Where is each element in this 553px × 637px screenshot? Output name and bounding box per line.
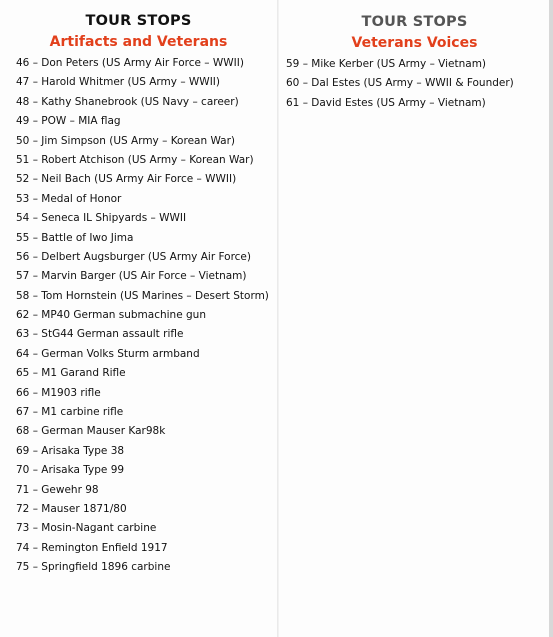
tour-stop-item: 52 – Neil Bach (US Army Air Force – WWII) xyxy=(16,173,237,186)
right-stop-list xyxy=(280,55,549,113)
tour-stop-item: 50 – Jim Simpson (US Army – Korean War) xyxy=(16,134,236,147)
tour-stop-item: 71 – Gewehr 98 xyxy=(16,483,99,496)
tour-stop-item: 72 – Mauser 1871/80 xyxy=(16,502,127,515)
tour-stop-item: 55 – Battle of Iwo Jima xyxy=(16,231,134,244)
left-subheading: Artifacts and Veterans xyxy=(49,34,228,50)
right-panel xyxy=(280,0,549,113)
tour-stop-item: 60 – Dal Estes (US Army – WWII & Founder) xyxy=(286,77,514,90)
tour-stop-item: 57 – Marvin Barger (US Air Force – Vietnam) xyxy=(16,270,247,283)
right-subheading: Veterans Voices xyxy=(351,35,478,51)
tour-stop-item: 54 – Seneca IL Shipyards – WWII xyxy=(16,212,187,225)
tour-stop-item: 64 – German Volks Sturm armband xyxy=(16,347,200,360)
tour-stop-item: 48 – Kathy Shanebrook (US Navy – career) xyxy=(16,95,239,108)
tour-stop-item: 47 – Harold Whitmer (US Army – WWII) xyxy=(16,76,220,89)
tour-stop-item: 68 – German Mauser Kar98k xyxy=(16,425,166,438)
tour-stop-item: 46 – Don Peters (US Army Air Force – WWII) xyxy=(16,57,244,69)
tour-stop-item: 49 – POW – MIA flag xyxy=(16,115,121,128)
fold-line xyxy=(277,0,279,637)
page-edge xyxy=(549,0,553,637)
tour-stop-item: 61 – David Estes (US Army – Vietnam) xyxy=(286,96,486,109)
tour-stop-item: 59 – Mike Kerber (US Army – Vietnam) xyxy=(286,58,487,70)
tour-stop-item: 73 – Mosin-Nagant carbine xyxy=(16,522,157,535)
left-stop-list xyxy=(0,54,277,578)
tour-stop-item: 74 – Remington Enfield 1917 xyxy=(16,541,168,554)
tour-stop-item: 56 – Delbert Augsburger (US Army Air Force) xyxy=(16,250,251,263)
tour-stop-item: 66 – M1903 rifle xyxy=(16,386,101,399)
tour-stop-item: 63 – StG44 German assault rifle xyxy=(16,328,184,341)
tour-stop-item: 75 – Springfield 1896 carbine xyxy=(16,561,171,574)
tour-stop-item: 62 – MP40 German submachine gun xyxy=(16,309,206,322)
tour-stop-item: 58 – Tom Hornstein (US Marines – Desert Storm) xyxy=(16,289,269,302)
tour-stop-item: 70 – Arisaka Type 99 xyxy=(16,464,125,477)
tour-stop-item: 69 – Arisaka Type 38 xyxy=(16,444,125,457)
tour-stop-item: 53 – Medal of Honor xyxy=(16,192,122,205)
left-heading: TOUR STOPS xyxy=(85,13,192,29)
tour-stop-item: 65 – M1 Garand Rifle xyxy=(16,367,126,380)
tour-stop-item: 67 – M1 carbine rifle xyxy=(16,406,124,419)
left-panel xyxy=(0,0,277,578)
right-heading: TOUR STOPS xyxy=(361,14,468,30)
tour-stop-item: 51 – Robert Atchison (US Army – Korean War) xyxy=(16,153,254,166)
